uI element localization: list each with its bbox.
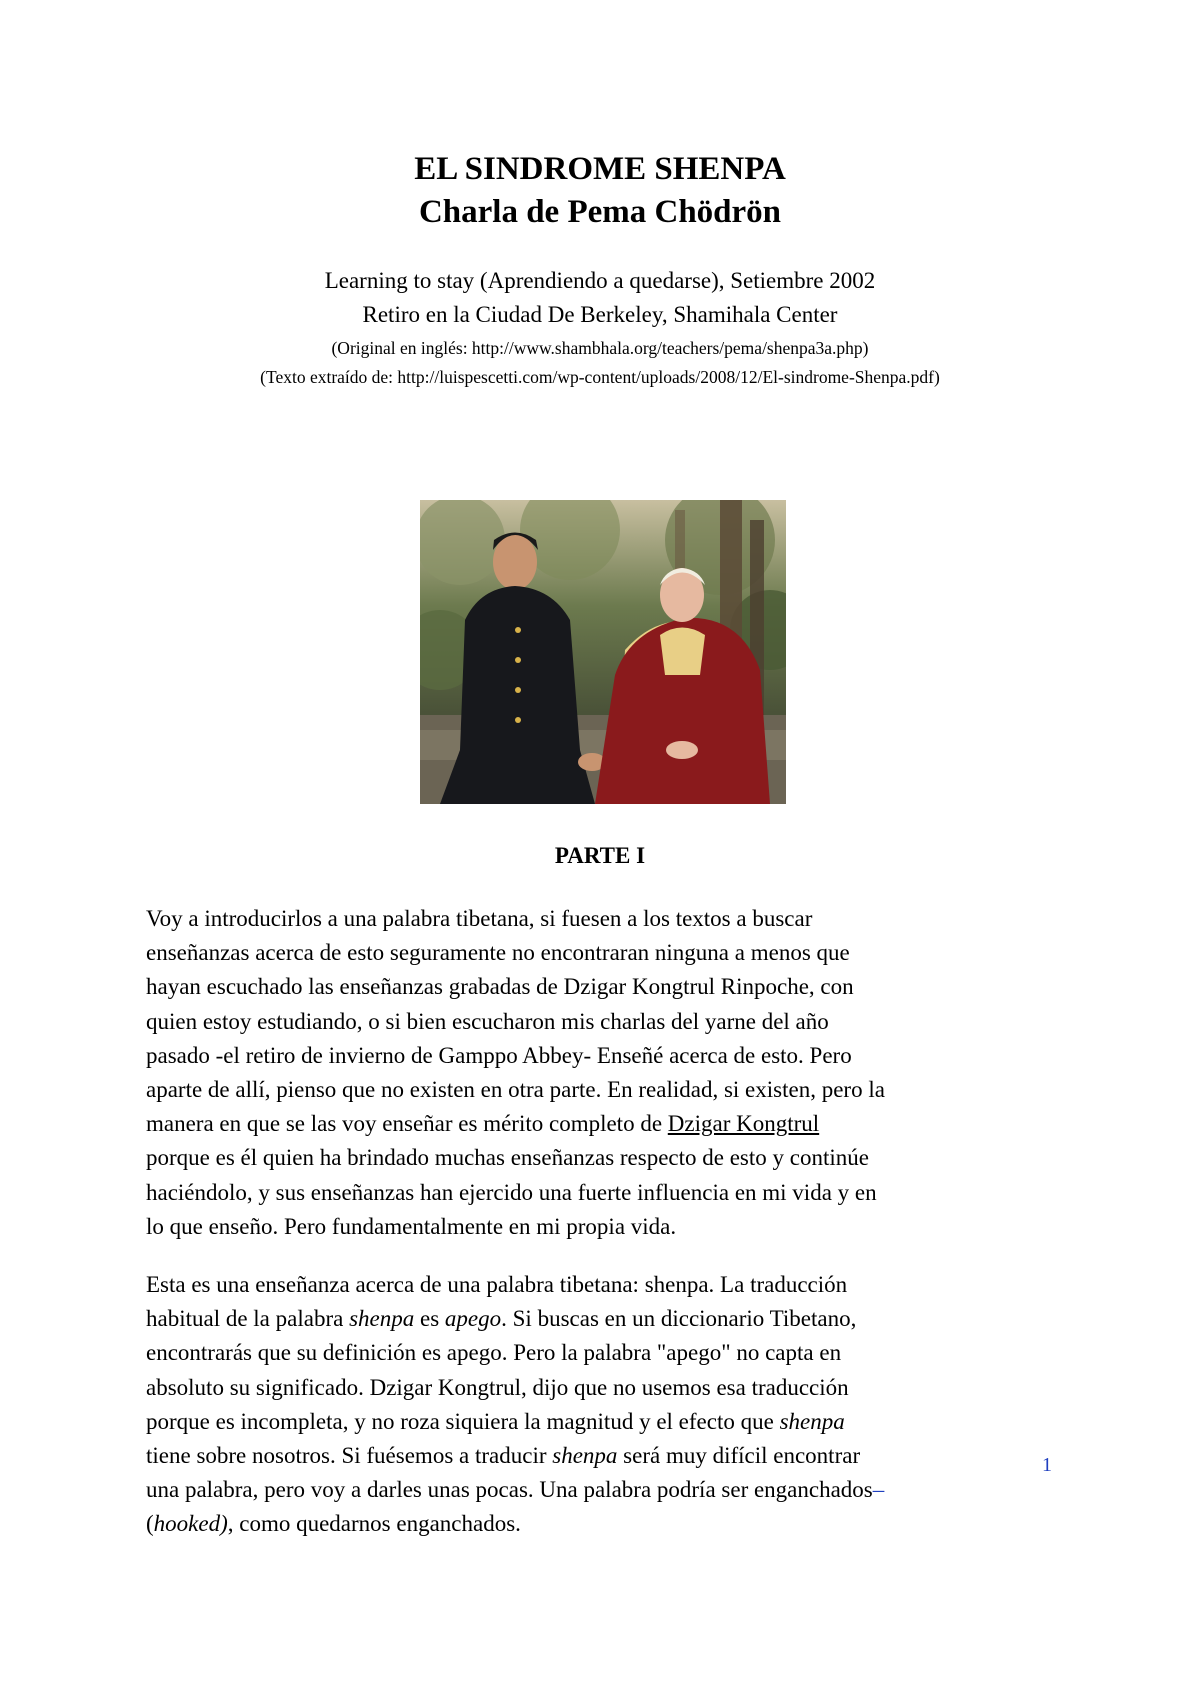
italic-term: hooked) (153, 1511, 228, 1537)
paragraph-line: lo que enseño. Pero fundamentalmente en mi propia vida. (146, 1213, 677, 1239)
photo-two-people (420, 500, 786, 804)
extracted-source-line: (Texto extraído de: http://luispescetti.com/wp-content/uploads/2008/12/El-sindrome-Shenpa.pdf) (260, 367, 940, 387)
paragraph-line (146, 1507, 1066, 1541)
paragraph-2 (146, 1268, 1066, 1542)
paragraph-text: será muy difícil encontrar (617, 1443, 861, 1469)
paragraph-line: hayan escuchado las enseñanzas grabadas de Dzigar Kongtrul Rinpoche, con (146, 974, 854, 1000)
dzigar-kongtrul-link[interactable]: Dzigar Kongtrul (667, 1111, 820, 1137)
paragraph-text: habitual de la palabra (146, 1306, 350, 1332)
paragraph-text: , como quedarnos enganchados. (227, 1511, 521, 1537)
paragraph-line (146, 1107, 1066, 1141)
paragraph-text: porque es incompleta, y no roza siquiera la magnitud y el efecto que (146, 1408, 780, 1434)
paragraph-line: enseñanzas acerca de esto seguramente no encontraran ninguna a menos que (146, 940, 850, 966)
paragraph-line (146, 1439, 1066, 1473)
paragraph-line (146, 1302, 1066, 1336)
footnote-reference[interactable]: 1 (1042, 1454, 1052, 1476)
paragraph-text: es (414, 1306, 445, 1332)
paragraph-line: absoluto su significado. Dzigar Kongtrul, dijo que no usemos esa traducción (146, 1374, 849, 1400)
paragraph-line: Esta es una enseñanza acerca de una palabra tibetana: shenpa. La traducción (146, 1272, 848, 1297)
paragraph-line: pasado -el retiro de invierno de Gamppo Abbey- Enseñé acerca de esto. Pero (146, 1042, 852, 1068)
original-source-line: (Original en inglés: http://www.shambhala.org/teachers/pema/shenpa3a.php) (331, 338, 869, 358)
paragraph-text: . Si buscas en un diccionario Tibetano, (501, 1306, 857, 1332)
paragraph-line: aparte de allí, pienso que no existen en otra parte. En realidad, si existen, pero la (146, 1077, 885, 1103)
document-title: EL SINDROME SHENPA (414, 151, 786, 187)
location-line: Retiro en la Ciudad De Berkeley, Shamihala Center (362, 302, 838, 327)
paragraph-line (146, 1405, 1066, 1439)
paragraph-text: ( (146, 1511, 154, 1537)
paragraph-line: haciéndolo, y sus enseñanzas han ejercido una fuerte influencia en mi vida y en (146, 1179, 877, 1205)
paragraph-text: tiene sobre nosotros. Si fuésemos a traducir (146, 1443, 553, 1469)
paragraph-line: quien estoy estudiando, o si bien escucharon mis charlas del yarne del año (146, 1008, 829, 1034)
paragraph-text: manera en que se las voy enseñar es mérito completo de (146, 1111, 668, 1137)
footnote-dash: – (872, 1477, 885, 1503)
italic-term: shenpa (552, 1443, 618, 1469)
italic-term: apego (444, 1306, 502, 1332)
section-heading: PARTE I (554, 843, 646, 868)
paragraph-line: porque es él quien ha brindado muchas enseñanzas respecto de esto y continúe (146, 1145, 869, 1171)
paragraph-line (146, 1473, 1066, 1507)
paragraph-line: encontrarás que su definición es apego. Pero la palabra "apego" no capta en (146, 1340, 842, 1366)
document-subtitle-author: Charla de Pema Chödrön (418, 194, 782, 230)
italic-term: shenpa (779, 1408, 845, 1434)
italic-term: shenpa (349, 1306, 415, 1332)
paragraph-line: Voy a introducirlos a una palabra tibetana, si fuesen a los textos a buscar (146, 906, 813, 931)
paragraph-text: una palabra, pero voy a darles unas pocas. Una palabra podría ser enganchados (146, 1477, 873, 1503)
paragraph-1 (146, 902, 1066, 1244)
event-line: Learning to stay (Aprendiendo a quedarse), Setiembre 2002 (324, 268, 876, 293)
